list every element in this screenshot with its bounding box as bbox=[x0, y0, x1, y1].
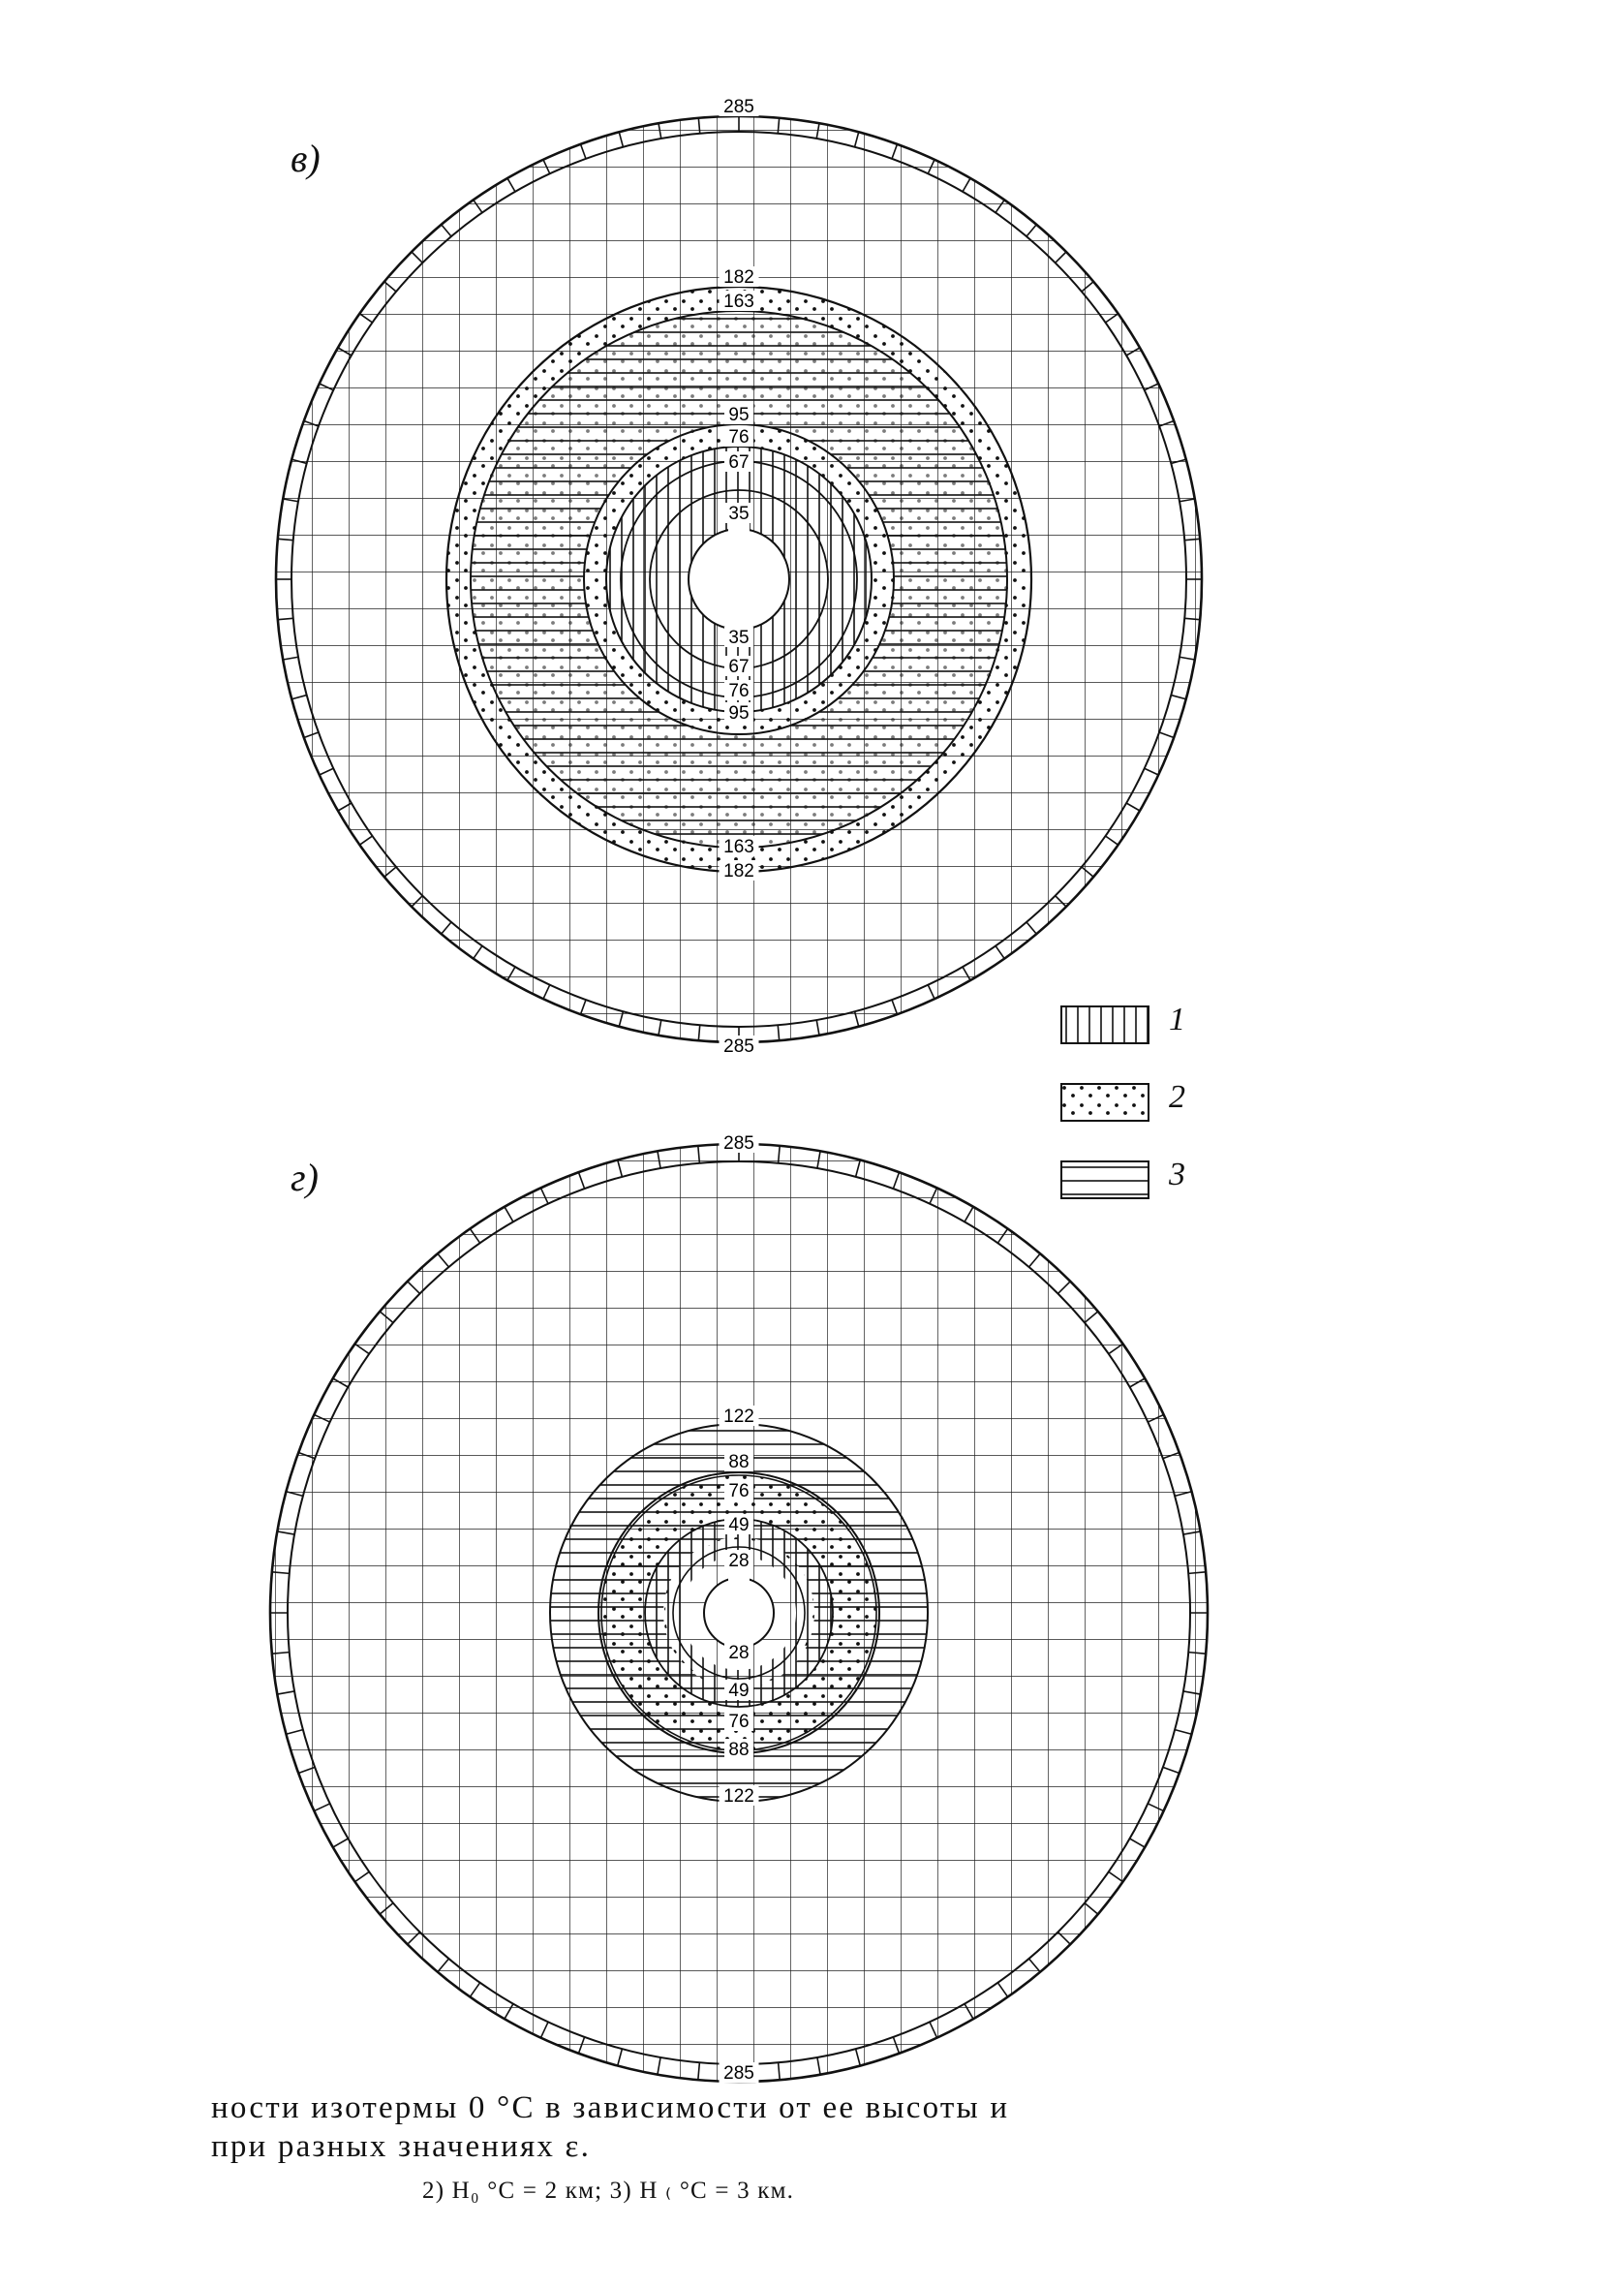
legend-swatch-dots bbox=[1060, 1083, 1149, 1122]
ring-label-bottom-v-67: 67 bbox=[728, 657, 750, 677]
ring-label-bottom-v-35: 35 bbox=[728, 628, 750, 648]
caption-line-1: ности изотермы 0 °С в зависимости от ее высоты и bbox=[211, 2090, 1010, 2125]
panel-letter-g: г) bbox=[291, 1156, 319, 1199]
ring-label-top-v-163: 163 bbox=[723, 292, 754, 312]
outer-label-top-v: 285 bbox=[723, 97, 754, 117]
ring-label-top-g-88: 88 bbox=[728, 1452, 750, 1472]
panel-letter-v: в) bbox=[291, 137, 321, 180]
ring-label-bottom-v-95: 95 bbox=[728, 703, 750, 724]
ring-label-top-g-122: 122 bbox=[723, 1407, 754, 1427]
ring-label-bottom-g-88: 88 bbox=[728, 1740, 750, 1760]
panel-g-diagram bbox=[266, 1132, 1211, 2084]
panel-v-diagram bbox=[271, 96, 1207, 1057]
ring-label-bottom-g-122: 122 bbox=[723, 1786, 754, 1807]
ring-label-top-g-76: 76 bbox=[728, 1481, 750, 1501]
legend-number-3: 3 bbox=[1169, 1157, 1185, 1192]
ring-label-bottom-g-28: 28 bbox=[728, 1643, 750, 1663]
caption-line-3: 2) H₀ °C = 2 км; 3) H ₍ °C = 3 км. bbox=[422, 2178, 795, 2204]
ring-label-bottom-v-163: 163 bbox=[723, 837, 754, 857]
legend-item-2 bbox=[1060, 1075, 1215, 1133]
legend-swatch-horizontal-hatch bbox=[1060, 1160, 1149, 1199]
ring-label-bottom-v-182: 182 bbox=[723, 861, 754, 881]
legend-item-1 bbox=[1060, 998, 1215, 1056]
caption-line-2: при разных значениях ε. bbox=[211, 2129, 592, 2164]
ring-label-top-v-67: 67 bbox=[728, 452, 750, 473]
outer-label-bottom-g: 285 bbox=[723, 2063, 754, 2084]
legend-number-2: 2 bbox=[1169, 1079, 1185, 1115]
ring-label-top-v-35: 35 bbox=[728, 504, 750, 524]
ring-label-top-g-28: 28 bbox=[728, 1551, 750, 1571]
legend-number-1: 1 bbox=[1169, 1002, 1185, 1037]
ring-label-bottom-g-49: 49 bbox=[728, 1681, 750, 1701]
ring-label-top-v-76: 76 bbox=[728, 427, 750, 448]
ring-label-top-g-49: 49 bbox=[728, 1515, 750, 1535]
legend-swatch-vertical-hatch bbox=[1060, 1005, 1149, 1044]
ring-label-bottom-g-76: 76 bbox=[728, 1712, 750, 1732]
ring-label-top-v-95: 95 bbox=[728, 405, 750, 425]
outer-label-top-g: 285 bbox=[723, 1133, 754, 1154]
ring-label-top-v-182: 182 bbox=[723, 267, 754, 288]
legend-item-3 bbox=[1060, 1153, 1215, 1211]
ring-label-bottom-v-76: 76 bbox=[728, 681, 750, 701]
outer-label-bottom-v: 285 bbox=[723, 1036, 754, 1057]
